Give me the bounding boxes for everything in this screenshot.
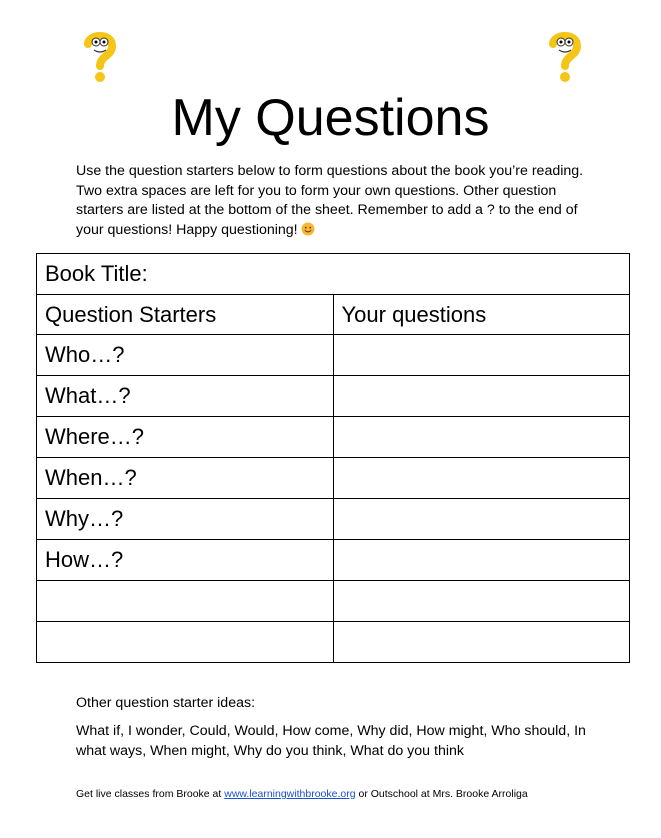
smiling-face-icon [301,222,315,236]
book-title-label: Book Title: [45,261,148,286]
website-link[interactable]: www.learningwithbrooke.org [224,788,356,800]
intro-paragraph [76,162,596,240]
answer-cell[interactable] [333,376,630,417]
header-question-starters: Question Starters [37,295,334,335]
question-mark-character-icon [545,30,585,84]
table-row [37,335,630,376]
book-title-row [37,254,630,295]
table-row [37,458,630,499]
footer-suffix: or Outschool at Mrs. Brooke Arroliga [355,788,528,800]
intro-text: Use the question starters below to form questions about the book you’re reading. Two extra spaces are left for you to form your own questions. Other question starters are listed at the bottom of the sheet. Remember to add a ? to the end of your questions! Happy questioning! [76,163,584,238]
footer-prefix: Get live classes from Brooke at [76,788,225,800]
table-row [37,499,630,540]
table-row [37,540,630,581]
table-row [37,376,630,417]
starter-cell: Where…? [37,417,334,458]
table-row [37,581,630,622]
question-mark-character-icon [80,30,120,84]
starter-cell: Why…? [37,499,334,540]
table-row [37,417,630,458]
table-row [37,622,630,663]
book-title-cell[interactable] [37,254,630,295]
header-your-questions: Your questions [333,295,630,335]
answer-cell[interactable] [333,458,630,499]
other-ideas-label: Other question starter ideas: [76,695,256,711]
questions-table [36,253,630,663]
answer-cell[interactable] [333,581,630,622]
other-ideas-list: What if, I wonder, Could, Would, How come, Why did, How might, Who should, In what ways, When might, Why do you think, What do you think [76,723,586,759]
starter-cell: How…? [37,540,334,581]
answer-cell[interactable] [333,622,630,663]
footer [76,787,528,801]
answer-cell[interactable] [333,499,630,540]
answer-cell[interactable] [333,417,630,458]
starter-cell: What…? [37,376,334,417]
starter-cell: Who…? [37,335,334,376]
table-header-row [37,295,630,335]
answer-cell[interactable] [333,540,630,581]
starter-cell: When…? [37,458,334,499]
page-title: My Questions [171,89,490,147]
answer-cell[interactable] [333,335,630,376]
starter-cell[interactable] [37,581,334,622]
starter-cell[interactable] [37,622,334,663]
